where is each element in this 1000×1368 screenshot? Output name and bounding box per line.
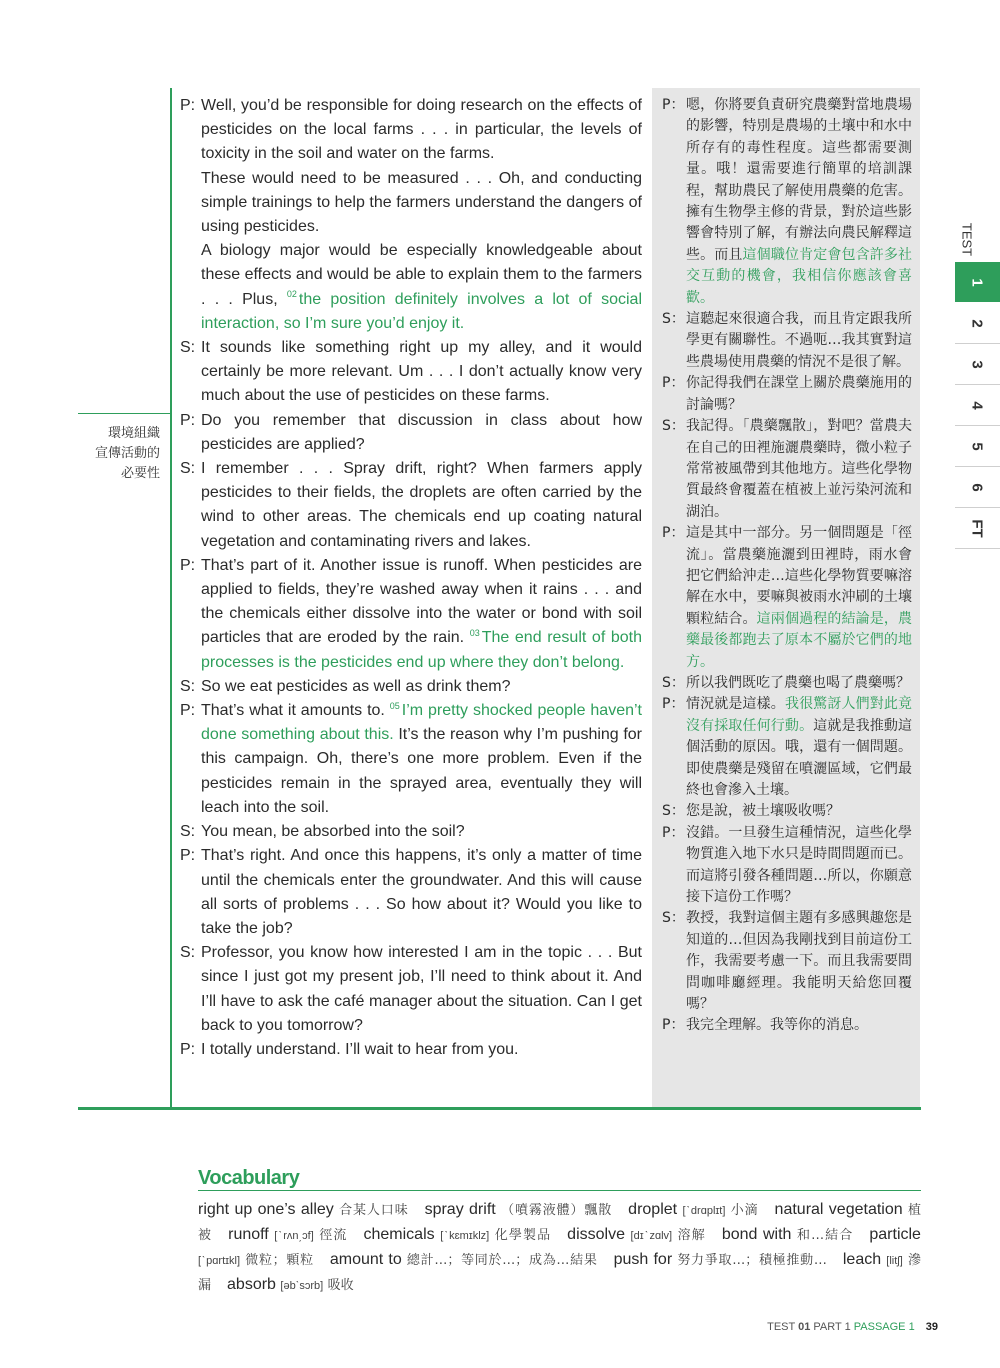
dialogue-turn [180, 336, 642, 409]
dialogue-paragraph [686, 801, 912, 822]
highlighted-text: 這兩個過程的結論是，農藥最後都跑去了原本不屬於它們的地方。 [686, 610, 913, 670]
vocab-word: push for [613, 1251, 673, 1268]
vocabulary-list [198, 1198, 921, 1298]
vocab-phonetic: [ˋkɛmɪklz] [440, 1230, 490, 1242]
test-tab-4[interactable] [955, 385, 1000, 426]
dialogue-turn [180, 844, 642, 941]
vocab-entry [722, 1226, 854, 1243]
test-tab-ft[interactable] [955, 508, 1000, 549]
dialogue-paragraph [201, 675, 642, 699]
plain-text: 這聽起來很適合我，而且肯定跟我所學更有關聯性。不過呃…我其實對這些農場使用農藥的情況不是很了解。 [686, 311, 912, 370]
highlighted-text: The end result of both processes is the pesticides end up where they don’t belong. [201, 629, 643, 671]
dialogue-turn [662, 1015, 912, 1036]
dialogue-paragraph [201, 844, 642, 941]
speaker-label: P: [180, 411, 196, 429]
dialogue-text [686, 801, 912, 822]
dialogue-turn [180, 820, 642, 844]
vocab-meaning: 植被 [198, 1203, 921, 1243]
plain-text: 這就是我推動這個活動的原因。哦，還有一個問題。即使農藥是殘留在噴灑區域，它們最終也會滲入土壤。 [686, 717, 913, 798]
dialogue-paragraph [686, 373, 912, 416]
test-tab-5[interactable] [955, 426, 1000, 467]
dialogue-text [686, 908, 912, 1015]
speaker-label: P: [180, 1040, 196, 1058]
vocab-entry [425, 1201, 613, 1218]
plain-text: It sounds like something right up my alley, and it would certainly be more relevant. Um . . . I don’t actually know very much about the use of pesticides on these farms. [201, 339, 642, 405]
plain-text: 你記得我們在課堂上關於農藥施用的討論嗎？ [686, 375, 912, 413]
dialogue-paragraph [201, 409, 642, 457]
section-divider [78, 1107, 921, 1110]
dialogue-paragraph [686, 673, 912, 694]
dialogue-text [201, 94, 642, 336]
vocabulary-title: Vocabulary [198, 1167, 300, 1189]
dialogue-paragraph [201, 336, 642, 409]
dialogue-turn [662, 823, 912, 909]
vocab-phonetic: [əbˋsɔrb] [280, 1280, 324, 1292]
vocab-word: particle [869, 1226, 921, 1243]
dialogue-turn [662, 373, 912, 416]
plain-text: 這是其中一部分。另一個問題是「徑流」。當農藥施灑到田裡時，雨水會把它們給沖走…這些化學物質要嘛溶解在水中，要嘛與被雨水沖刷的土壤顆粒結合。 [686, 525, 912, 627]
vocab-word: amount to [329, 1251, 402, 1268]
dialogue-paragraph [686, 694, 912, 801]
speaker-label: S: [180, 677, 196, 695]
vocab-word: spray drift [424, 1201, 496, 1218]
dialogue-text [686, 694, 912, 801]
speaker-label: S： [662, 418, 685, 435]
dialogue-turn [662, 908, 912, 1015]
page-footer [767, 1321, 938, 1333]
vocab-meaning: 和…結合 [796, 1228, 854, 1243]
plain-text: It’s the reason why I’m pushing for this campaign. Oh, there’s one more problem. Even if the pesticides remain in the sprayed area, eventually they will leach into the soil. [201, 726, 643, 816]
dialogue-text [201, 699, 642, 820]
dialogue-text [686, 416, 912, 523]
footer-part: PART 1 [813, 1321, 851, 1333]
side-note [78, 423, 160, 483]
vocab-word: bond with [721, 1226, 792, 1243]
vocab-meaning: 徑流 [319, 1228, 348, 1243]
dialogue-text [201, 941, 642, 1038]
dialogue-text [686, 823, 912, 909]
dialogue-turn [662, 309, 912, 373]
dialogue-text [201, 675, 642, 699]
vocab-entry [198, 1201, 409, 1218]
plain-text: 我記得。「農藥飄散」，對吧？當農夫在自己的田裡施灑農藥時，微小粒子常常被風帶到其他地方。這些化學物質最終會覆蓋在植被上並污染河流和湖泊。 [686, 418, 912, 520]
dialogue-turn [662, 694, 912, 801]
plain-text: I totally understand. I’ll wait to hear from you. [201, 1040, 519, 1058]
vocab-word: dissolve [567, 1226, 625, 1243]
speaker-label: P： [662, 525, 685, 542]
plain-text: Do you remember that discussion in class about how pesticides are applied? [201, 411, 642, 453]
dialogue-text [201, 820, 642, 844]
vocab-meaning: 化學製品 [494, 1228, 552, 1243]
dialogue-text [686, 523, 912, 673]
speaker-label: S: [180, 339, 196, 357]
question-number: 02 [286, 289, 297, 300]
speaker-label: S： [662, 674, 685, 691]
dialogue-text [686, 1015, 912, 1036]
dialogue-text [201, 1038, 642, 1062]
speaker-label: P： [662, 1017, 685, 1034]
vocab-word: right up one’s alley [198, 1201, 334, 1218]
vocab-word: absorb [227, 1276, 276, 1293]
speaker-label: P: [180, 702, 196, 720]
footer-test: TEST [767, 1321, 796, 1333]
vocab-meaning: 微粒；顆粒 [245, 1253, 314, 1268]
vocab-phonetic: [ˋdrɑplɪt] [682, 1205, 726, 1217]
highlighted-text: 這個職位肯定會包含許多社交互動的機會，我相信你應該會喜歡。 [686, 246, 913, 306]
speaker-label: S： [662, 311, 685, 328]
margin-rule [170, 88, 172, 1110]
speaker-label: P: [180, 97, 196, 114]
speaker-label: P： [662, 97, 685, 113]
dialogue-text [686, 309, 912, 373]
vocab-meaning: 小滴 [730, 1203, 759, 1218]
plain-text: Professor, you know how interested I am in the topic . . . But since I just got my present job, I’ll need to think about it. And I’ll have to ask the café manager about the situation. Can I get back to you tomorrow? [201, 944, 642, 1034]
speaker-label: S: [180, 460, 196, 478]
plain-text: 沒錯。一旦發生這種情況，這些化學物質進入地下水只是時間問題而已。而這將引發各種問題…所以，你願意接下這份工作嗎？ [686, 824, 912, 906]
vocab-entry [628, 1201, 758, 1218]
dialogue-paragraph [201, 699, 642, 820]
dialogue-paragraph [686, 523, 912, 673]
vocab-word: chemicals [363, 1226, 435, 1243]
dialogue-paragraph [201, 1038, 642, 1062]
question-number: 03 [469, 628, 480, 639]
dialogue-paragraph [686, 1015, 912, 1036]
dialogue-text [201, 457, 642, 554]
dialogue-paragraph [201, 239, 642, 336]
plain-text: 您是說，被土壤吸收嗎？ [686, 803, 840, 820]
vocab-word: natural vegetation [774, 1201, 903, 1218]
page-number: 39 [925, 1321, 938, 1333]
side-note-line: 必要性 [120, 465, 160, 480]
speaker-label: P: [180, 556, 196, 574]
dialogue-turn [662, 673, 912, 694]
dialogue-paragraph [686, 416, 912, 523]
dialogue-turn [180, 699, 642, 820]
plain-text: That’s part of it. Another issue is runoff. When pesticides are applied to fields, they’re washed away when it rains . . . and the chemicals either dissolve into the water or bond with soil particles that are eroded by the rain. [201, 556, 642, 647]
question-number: 05 [389, 700, 400, 711]
dialogue-turn [180, 941, 642, 1038]
test-tab-label: 5 [969, 441, 986, 451]
test-tab-label: 1 [969, 277, 986, 287]
test-tab-label: 4 [969, 400, 986, 410]
plain-text: I remember . . . Spray drift, right? When farmers apply pesticides to their fields, the droplets are often carried by the wind to other areas. The chemicals end up coating natural vegetation and contaminating rivers and lakes. [201, 460, 642, 550]
dialogue-text [201, 554, 642, 675]
footer-passage: PASSAGE 1 [853, 1321, 915, 1333]
vocab-meaning: 總計…；等同於…；成為…結果 [406, 1253, 598, 1268]
highlighted-text: I’m pretty shocked people haven’t done something about this. [201, 702, 643, 744]
plain-text: 教授，我對這個主題有多感興趣您是知道的…但因為我剛找到目前這份工作，我需要考慮一下。而且我需要問問咖啡廳經理。我能明天給您回覆嗎？ [686, 910, 912, 1013]
vocab-word: droplet [628, 1201, 678, 1218]
dialogue-turn [662, 95, 912, 309]
dialogue-paragraph [686, 823, 912, 909]
dialogue-text [201, 336, 642, 409]
dialogue-text [686, 373, 912, 416]
speaker-label: S： [662, 910, 685, 927]
speaker-label: P： [662, 696, 685, 713]
dialogue-paragraph [686, 309, 912, 373]
vocab-entry [227, 1276, 354, 1293]
dialogue-turn [180, 554, 642, 675]
side-note-rule [78, 413, 170, 414]
dialogue-turn [662, 523, 912, 673]
plain-text: You mean, be absorbed into the soil? [201, 823, 465, 841]
dialogue-text [201, 409, 642, 457]
speaker-label: P： [662, 824, 685, 841]
dialogue-text [201, 844, 642, 941]
plain-text: 我完全理解。我等你的消息。 [686, 1017, 868, 1034]
vocab-word: runoff [228, 1226, 269, 1243]
vocab-meaning: 滲漏 [198, 1253, 921, 1293]
dialogue-text [686, 95, 912, 309]
speaker-label: S: [180, 823, 196, 841]
dialogue-turn [180, 1038, 642, 1062]
side-note-line: 環境組織 [107, 425, 160, 440]
test-tab-3[interactable] [955, 344, 1000, 385]
vocab-phonetic: [ˋrʌn͵ɔf] [274, 1230, 314, 1242]
vocab-meaning: 努力爭取…；積極推動… [677, 1253, 827, 1268]
dialogue-paragraph [201, 820, 642, 844]
speaker-label: P: [180, 847, 196, 865]
dialogue-turn [180, 94, 642, 336]
vocab-phonetic: [litʃ] [886, 1255, 903, 1267]
plain-text: 所以我們既吃了農藥也喝了農藥嗎？ [686, 674, 910, 691]
highlighted-text: the position definitely involves a lot of social interaction, so I’m sure you’d enjoy it. [201, 290, 643, 332]
dialogue-turn [180, 675, 642, 699]
speaker-label: P： [662, 375, 685, 392]
dialogue-turn [662, 801, 912, 822]
test-tab-label: 6 [969, 482, 986, 492]
dialogue-paragraph [201, 554, 642, 675]
test-tab-label: TEST [959, 222, 975, 257]
vocab-phonetic: [dɪˋzɑlv] [630, 1230, 673, 1242]
speaker-label: S: [180, 944, 196, 962]
vocab-meaning: 合某人口味 [339, 1203, 409, 1218]
dialogue-paragraph [201, 94, 642, 167]
footer-test-num: 01 [798, 1321, 811, 1333]
dialogue-paragraph [201, 167, 642, 240]
vocab-entry [228, 1226, 347, 1243]
chinese-translation [662, 95, 912, 1037]
dialogue-paragraph [201, 457, 642, 554]
test-tab-label: 3 [969, 359, 986, 369]
dialogue-turn [180, 409, 642, 457]
dialogue-paragraph [201, 941, 642, 1038]
dialogue-paragraph [686, 95, 912, 309]
test-tab-1[interactable] [955, 262, 1000, 302]
speaker-label: S： [662, 803, 685, 820]
vocab-meaning: 吸收 [327, 1278, 354, 1293]
dialogue-text [686, 673, 912, 694]
dialogue-turn [662, 416, 912, 523]
side-note-line: 宣傳活動的 [94, 445, 160, 460]
plain-text: 嗯，你將要負責研究農藥對當地農場的影響，特別是農場的土壤中和水中所存有的毒性程度。這些都需要測量。哦！還需要進行簡單的培訓課程，幫助農民了解使用農藥的危害。擁有生物學主修的背景，對於這些影響會特別了解，有辦法向農民解釋這些。而且 [686, 97, 912, 263]
vocab-meaning: 溶解 [677, 1228, 706, 1243]
plain-text: So we eat pesticides as well as drink them? [201, 677, 511, 695]
test-tab-label: 2 [969, 318, 986, 328]
vocab-entry [330, 1251, 598, 1268]
dialogue-turn [180, 457, 642, 554]
plain-text: That’s right. And once this happens, it’s only a matter of time until the chemicals enter the groundwater. And this will cause all sorts of problems . . . So how about it? Would you like to take the job? [201, 847, 642, 937]
vocab-entry [614, 1251, 827, 1268]
vocab-entry [567, 1226, 706, 1243]
test-tab-6[interactable] [955, 467, 1000, 508]
vocabulary-rule [198, 1190, 921, 1191]
plain-text: That’s what it amounts to. [201, 702, 390, 720]
plain-text: A biology major would be especially knowledgeable about these effects and would be able to explain them to the farmers . . . Plus, [201, 242, 642, 308]
vocab-entry [364, 1226, 552, 1243]
plain-text: Well, you’d be responsible for doing research on the effects of pesticides on the local farms . . . in particular, the levels of toxicity in the soil and water on the farms. [201, 97, 642, 163]
plain-text: These would need to be measured . . . Oh, and conducting simple trainings to help the farmers understand the dangers of using pesticides. [201, 169, 642, 236]
vocab-phonetic: [ˋpɑrtɪkl] [198, 1255, 241, 1267]
highlighted-text: 我很驚訝人們對此竟沒有採取任何行動。 [686, 696, 913, 734]
english-transcript [180, 94, 642, 1062]
vocab-meaning: （噴霧液體）飄散 [501, 1203, 613, 1218]
vocab-word: leach [842, 1251, 882, 1268]
test-tab-label: FT [968, 518, 986, 538]
test-tab-2[interactable] [955, 303, 1000, 344]
plain-text: 情況就是這樣。 [686, 696, 785, 713]
dialogue-paragraph [686, 908, 912, 1015]
